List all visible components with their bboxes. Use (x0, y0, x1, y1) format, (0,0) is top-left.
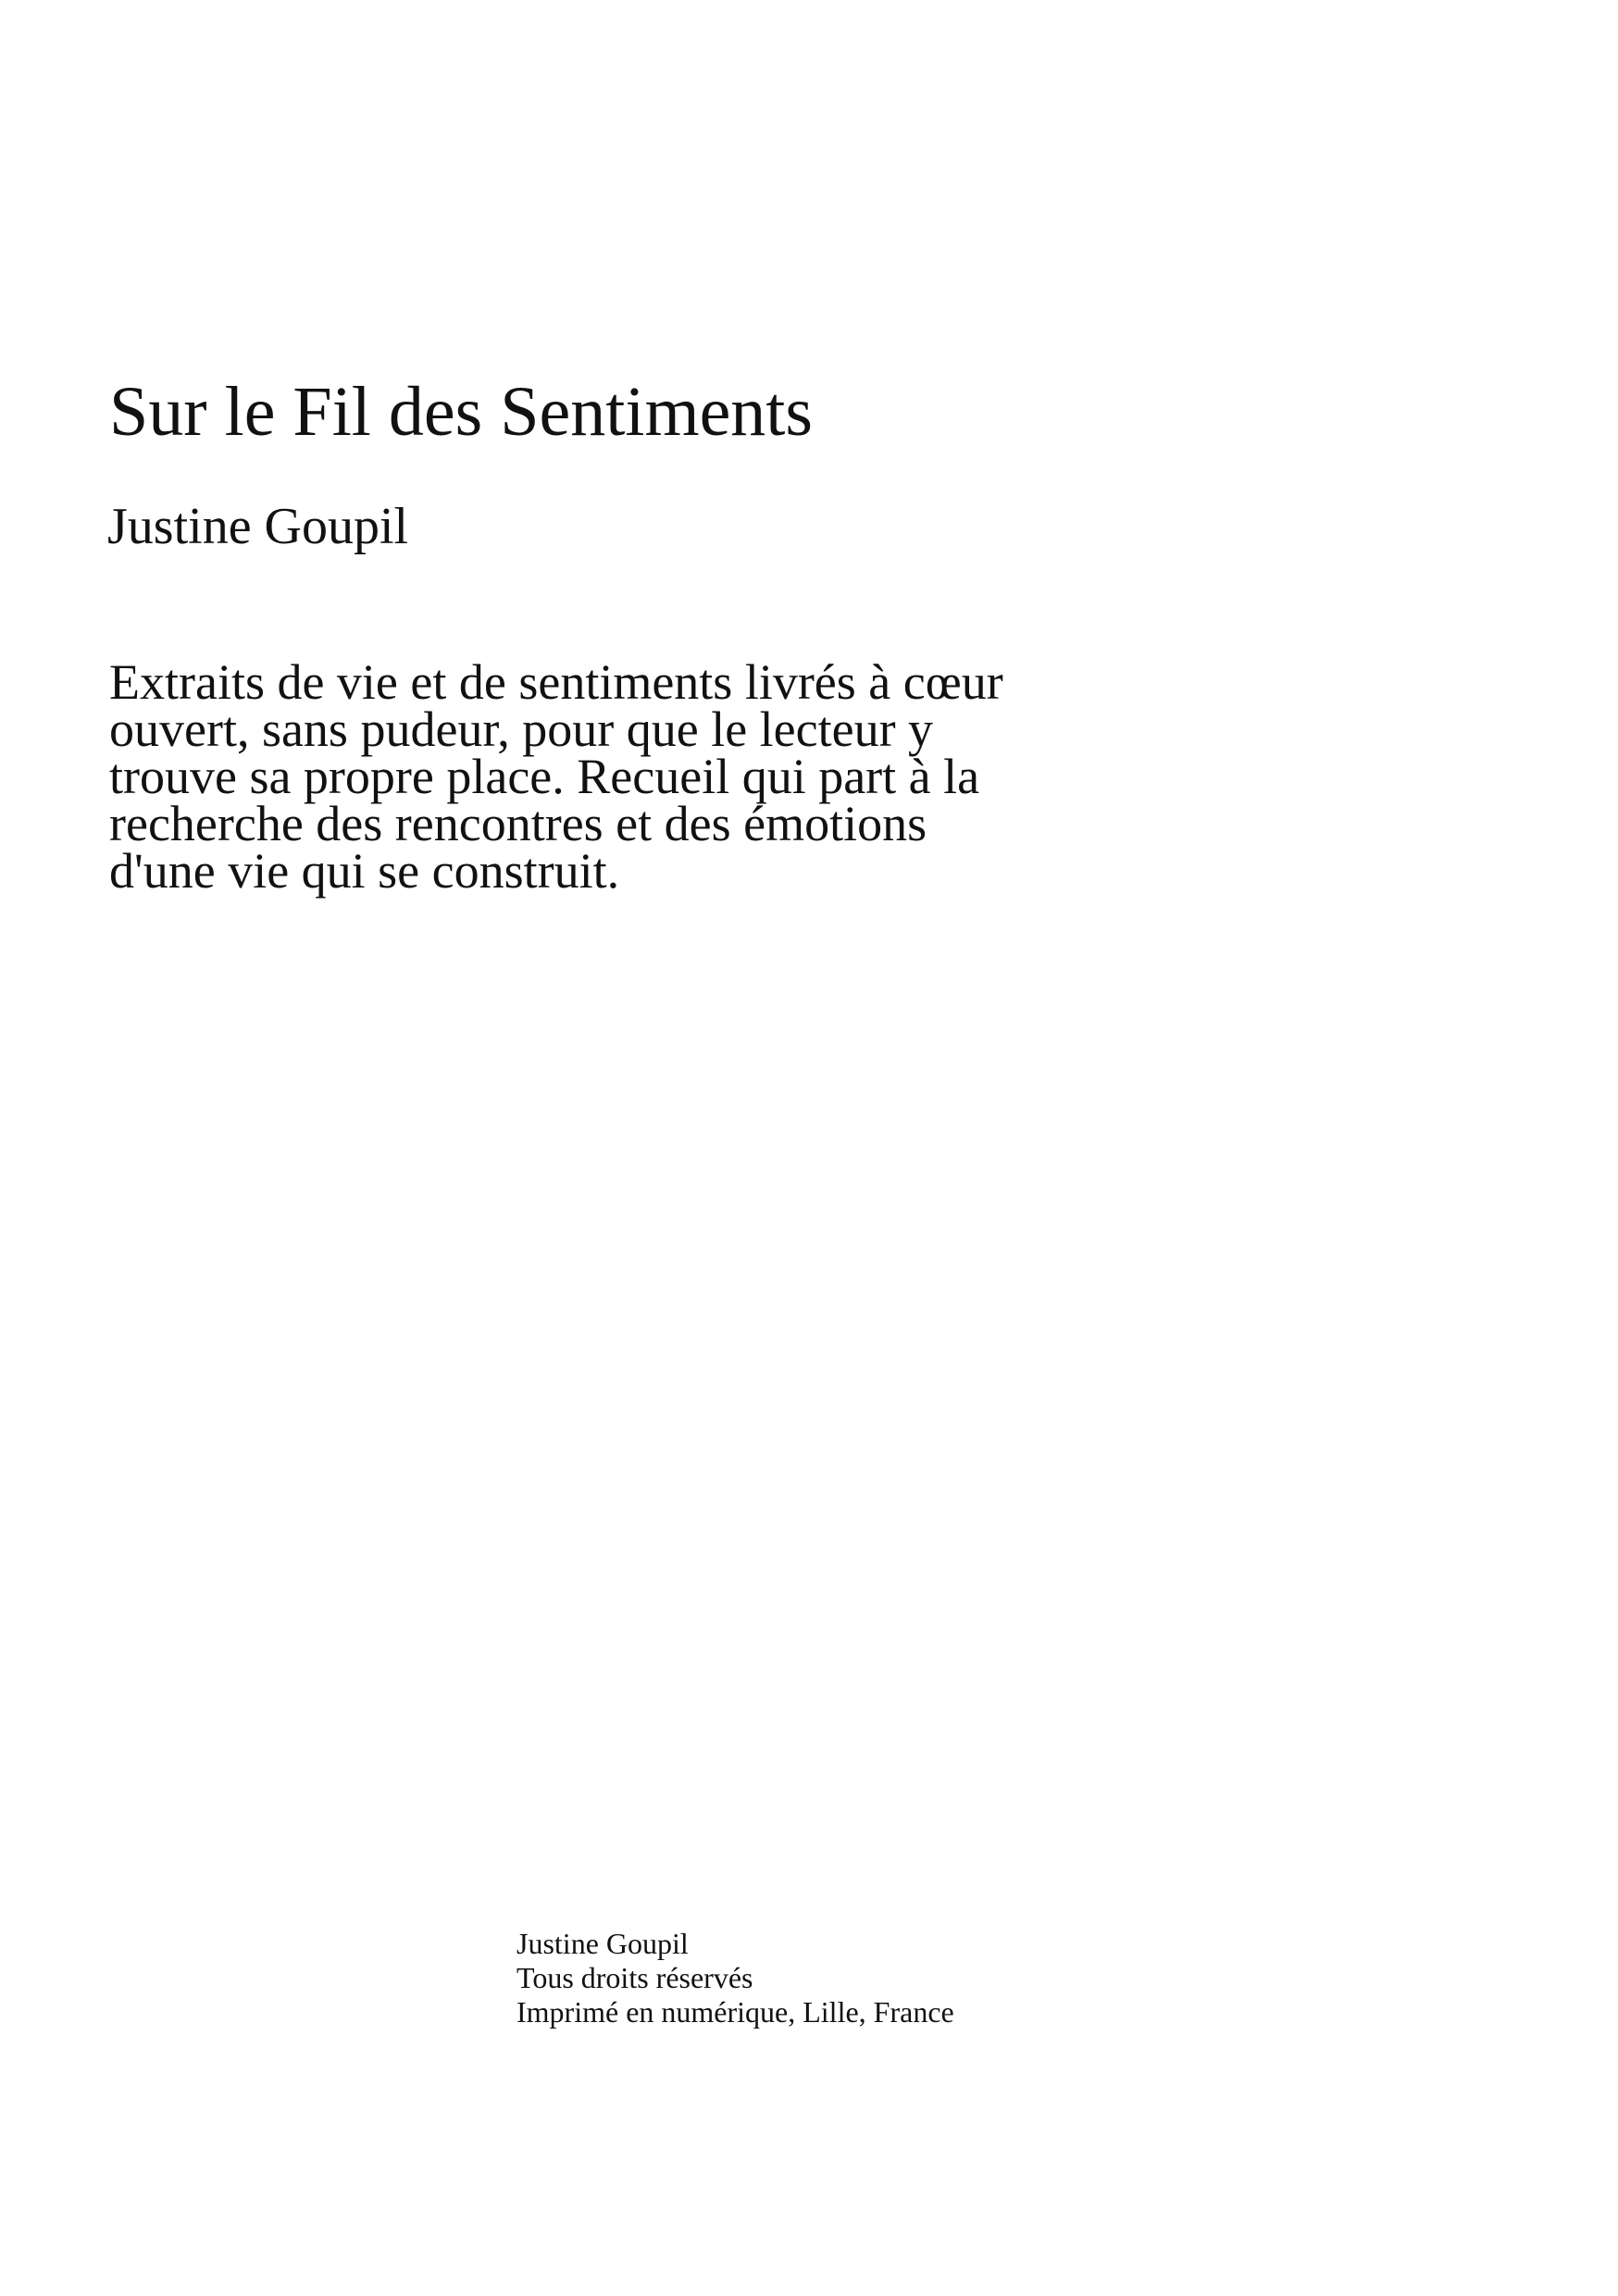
book-summary (109, 654, 1238, 899)
book-author: Justine Goupil (107, 498, 409, 555)
colophon-printing: Imprimé en numérique, Lille, France (517, 1995, 954, 2029)
colophon-rights: Tous droits réservés (517, 1961, 753, 1994)
summary-line: d'une vie qui se construit. (109, 843, 620, 899)
summary-line: trouve sa propre place. Recueil qui part à la (109, 749, 980, 804)
book-title: Sur le Fil des Sentiments (109, 373, 813, 451)
colophon-author: Justine Goupil (517, 1927, 689, 1960)
summary-line: ouvert, sans pudeur, pour que le lecteur y (109, 701, 934, 757)
summary-line: recherche des rencontres et des émotions (109, 796, 927, 851)
summary-line: Extraits de vie et de sentiments livrés à cœur (109, 654, 1003, 710)
colophon (517, 1927, 954, 2029)
